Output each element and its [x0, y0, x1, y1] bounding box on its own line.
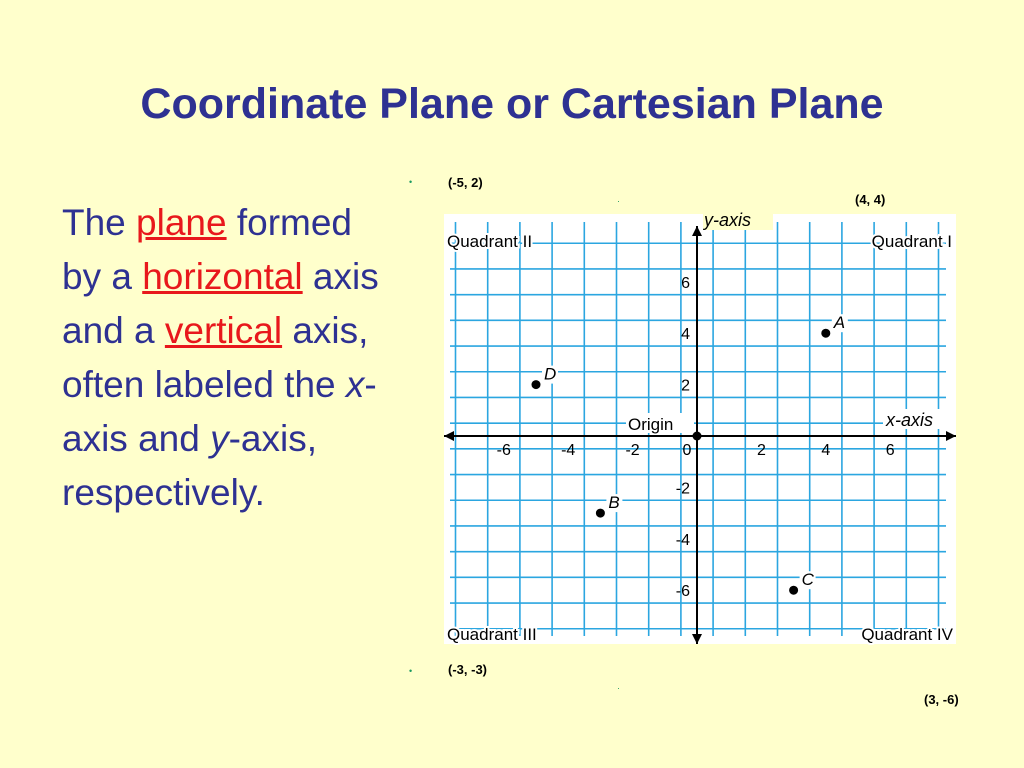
- x-axis-label: x-axis: [886, 410, 934, 430]
- bullet-dot: ·: [617, 683, 620, 693]
- x-tick-label: -6: [496, 442, 511, 459]
- quadrant-ii-label: Quadrant II: [447, 232, 533, 251]
- plane-background: [444, 214, 956, 644]
- text-segment: formed by a: [62, 202, 353, 297]
- x-tick-label: -2: [625, 442, 640, 459]
- bullet-dot: ·: [617, 196, 620, 206]
- y-tick-label: -6: [675, 583, 690, 601]
- origin-label: Origin: [628, 415, 674, 434]
- point-label-b: B: [608, 493, 620, 513]
- x-tick-label: -4: [561, 442, 576, 459]
- x-tick-label: 0: [682, 442, 692, 459]
- origin-point: [693, 432, 702, 441]
- point-label-d: D: [544, 364, 557, 384]
- point-label-a: A: [833, 313, 846, 333]
- text-segment: axis, often labeled the: [62, 310, 369, 405]
- vertical-link[interactable]: vertical: [164, 310, 283, 351]
- point-b: [596, 509, 605, 518]
- coord-label-d: (3, -6): [924, 692, 959, 707]
- text-segment: axis and a: [62, 256, 379, 351]
- x-tick-label: 4: [821, 442, 831, 459]
- quadrant-iv-label: Quadrant IV: [861, 625, 953, 644]
- text-segment: The: [62, 202, 137, 243]
- point-c: [789, 586, 798, 595]
- x-tick-label: 6: [885, 442, 895, 459]
- point-a: [821, 329, 830, 338]
- x-italic: x: [345, 364, 365, 405]
- quadrant-iii-label: Quadrant III: [447, 625, 537, 644]
- bullet-dot: •: [409, 177, 413, 187]
- y-tick-label: -2: [675, 480, 690, 498]
- y-axis-label: y-axis: [704, 210, 752, 230]
- y-tick-label: 6: [681, 274, 690, 292]
- y-tick-label: 4: [681, 326, 690, 344]
- y-tick-label: 2: [681, 377, 690, 395]
- y-italic: y: [210, 418, 229, 459]
- coord-label-c: (-3, -3): [448, 662, 487, 677]
- point-d: [532, 380, 541, 389]
- y-tick-label: -4: [675, 531, 690, 549]
- text-segment: -axis, respectively.: [62, 418, 317, 513]
- text-segment: -axis and: [62, 364, 377, 459]
- x-tick-label: 2: [756, 442, 766, 459]
- slide-title: Coordinate Plane or Cartesian Plane: [140, 80, 884, 128]
- bullet-dot: •: [409, 666, 413, 676]
- coord-label-b: (4, 4): [855, 192, 886, 207]
- horizontal-link[interactable]: horizontal: [142, 256, 303, 297]
- plane-link[interactable]: plane: [136, 202, 227, 243]
- coord-label-a: (-5, 2): [448, 175, 483, 190]
- point-label-c: C: [801, 570, 814, 590]
- quadrant-i-label: Quadrant I: [871, 232, 952, 251]
